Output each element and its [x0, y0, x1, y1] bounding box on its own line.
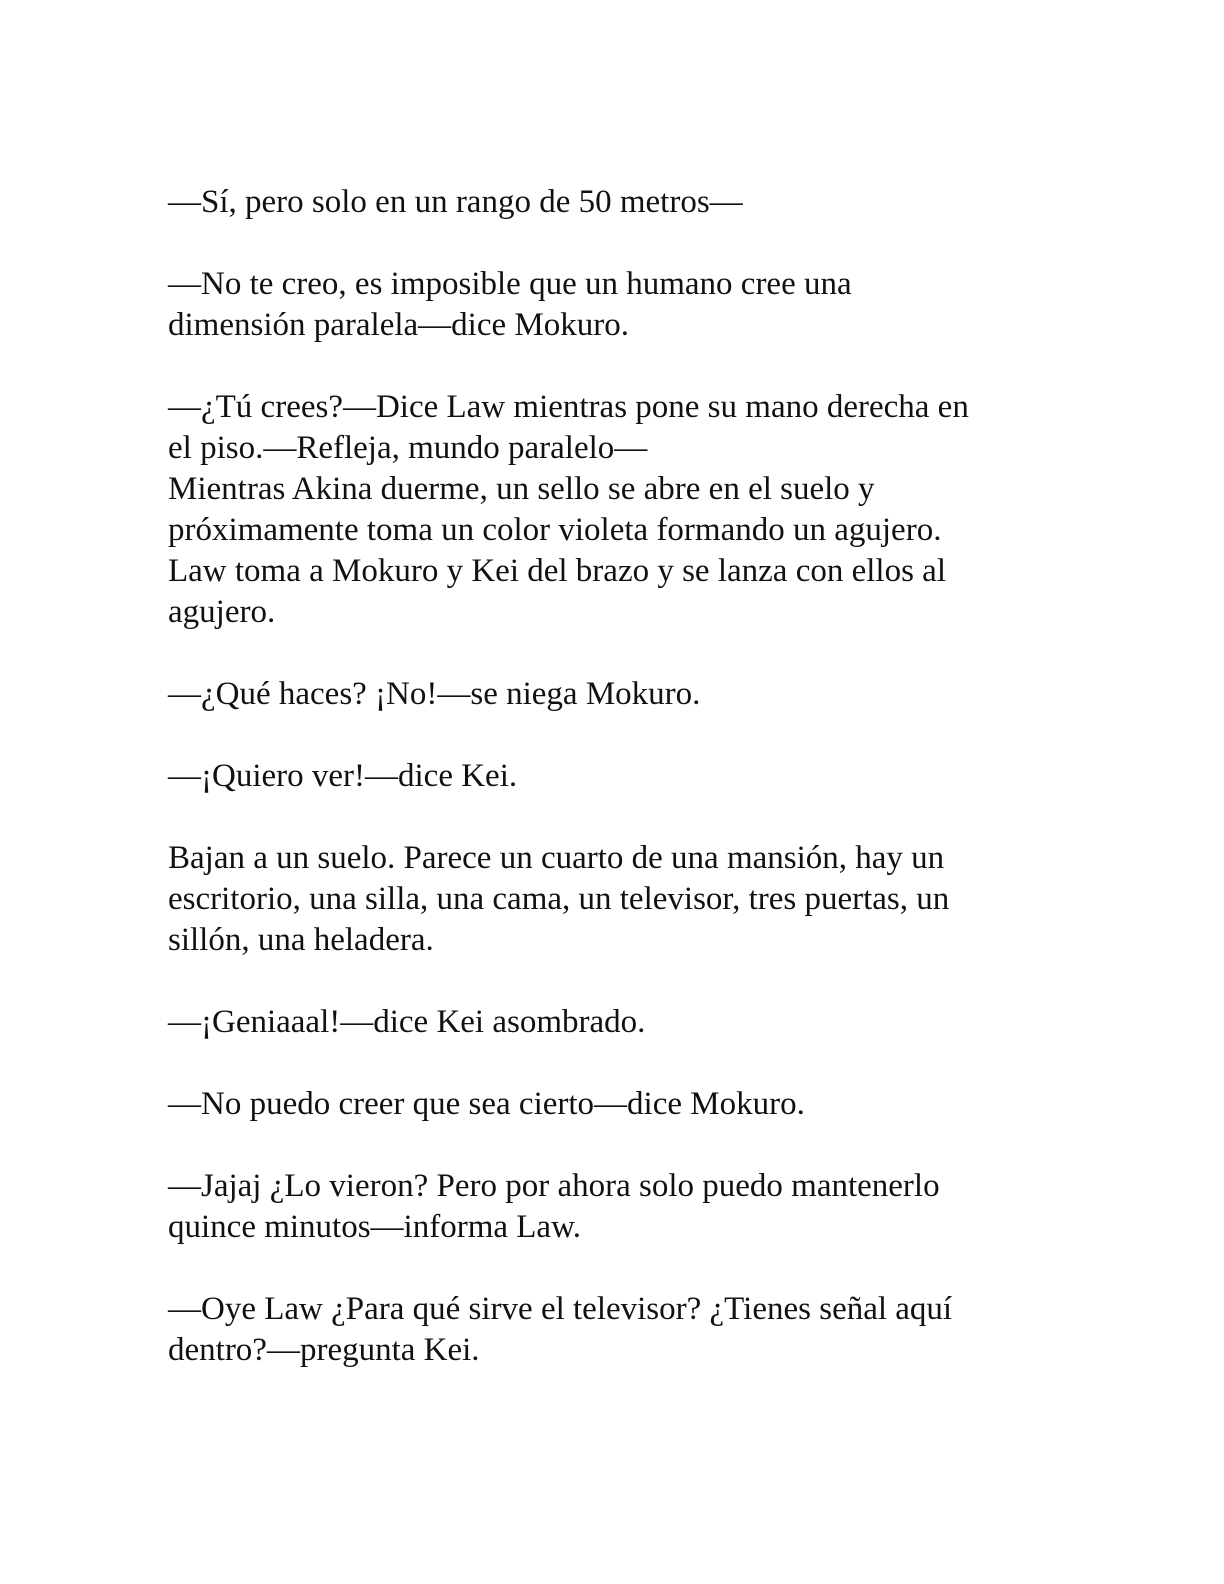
paragraph-8 — [168, 1002, 1048, 1043]
paragraph-11 — [168, 1289, 1048, 1371]
paragraph-2 — [168, 264, 1048, 346]
paragraph-9 — [168, 1084, 1048, 1125]
document-body — [168, 182, 1048, 1371]
paragraph-6 — [168, 756, 1048, 797]
text-line: próximamente toma un color violeta formando un agujero. — [168, 512, 942, 548]
text-line: escritorio, una silla, una cama, un televisor, tres puertas, un — [168, 881, 950, 917]
text-line: —Jajaj ¿Lo vieron? Pero por ahora solo puedo mantenerlo — [168, 1168, 940, 1204]
text-line: sillón, una heladera. — [168, 922, 434, 958]
paragraph-3 — [168, 387, 1048, 469]
paragraph-4 — [168, 469, 1048, 633]
text-line: —Sí, pero solo en un rango de 50 metros— — [168, 184, 743, 220]
text-line: agujero. — [168, 594, 276, 630]
paragraph-10 — [168, 1166, 1048, 1248]
text-line: Law toma a Mokuro y Kei del brazo y se lanza con ellos al — [168, 553, 946, 589]
text-line: dentro?—pregunta Kei. — [168, 1332, 480, 1368]
paragraph-5 — [168, 674, 1048, 715]
paragraph-1 — [168, 182, 1048, 223]
text-line: —¡Quiero ver!—dice Kei. — [168, 758, 518, 794]
text-line: dimensión paralela—dice Mokuro. — [168, 307, 629, 343]
text-line: el piso.—Refleja, mundo paralelo— — [168, 430, 648, 466]
text-line: Mientras Akina duerme, un sello se abre en el suelo y — [168, 471, 875, 507]
text-line: quince minutos—informa Law. — [168, 1209, 582, 1245]
text-line: Bajan a un suelo. Parece un cuarto de una mansión, hay un — [168, 840, 945, 876]
text-line: —¿Tú crees?—Dice Law mientras pone su mano derecha en — [168, 389, 969, 425]
text-line: —¿Qué haces? ¡No!—se niega Mokuro. — [168, 676, 701, 712]
text-line: —Oye Law ¿Para qué sirve el televisor? ¿Tienes señal aquí — [168, 1291, 953, 1327]
paragraph-7 — [168, 838, 1048, 961]
text-line: —¡Geniaaal!—dice Kei asombrado. — [168, 1004, 646, 1040]
text-line: —No puedo creer que sea cierto—dice Mokuro. — [168, 1086, 805, 1122]
text-line: —No te creo, es imposible que un humano cree una — [168, 266, 852, 302]
